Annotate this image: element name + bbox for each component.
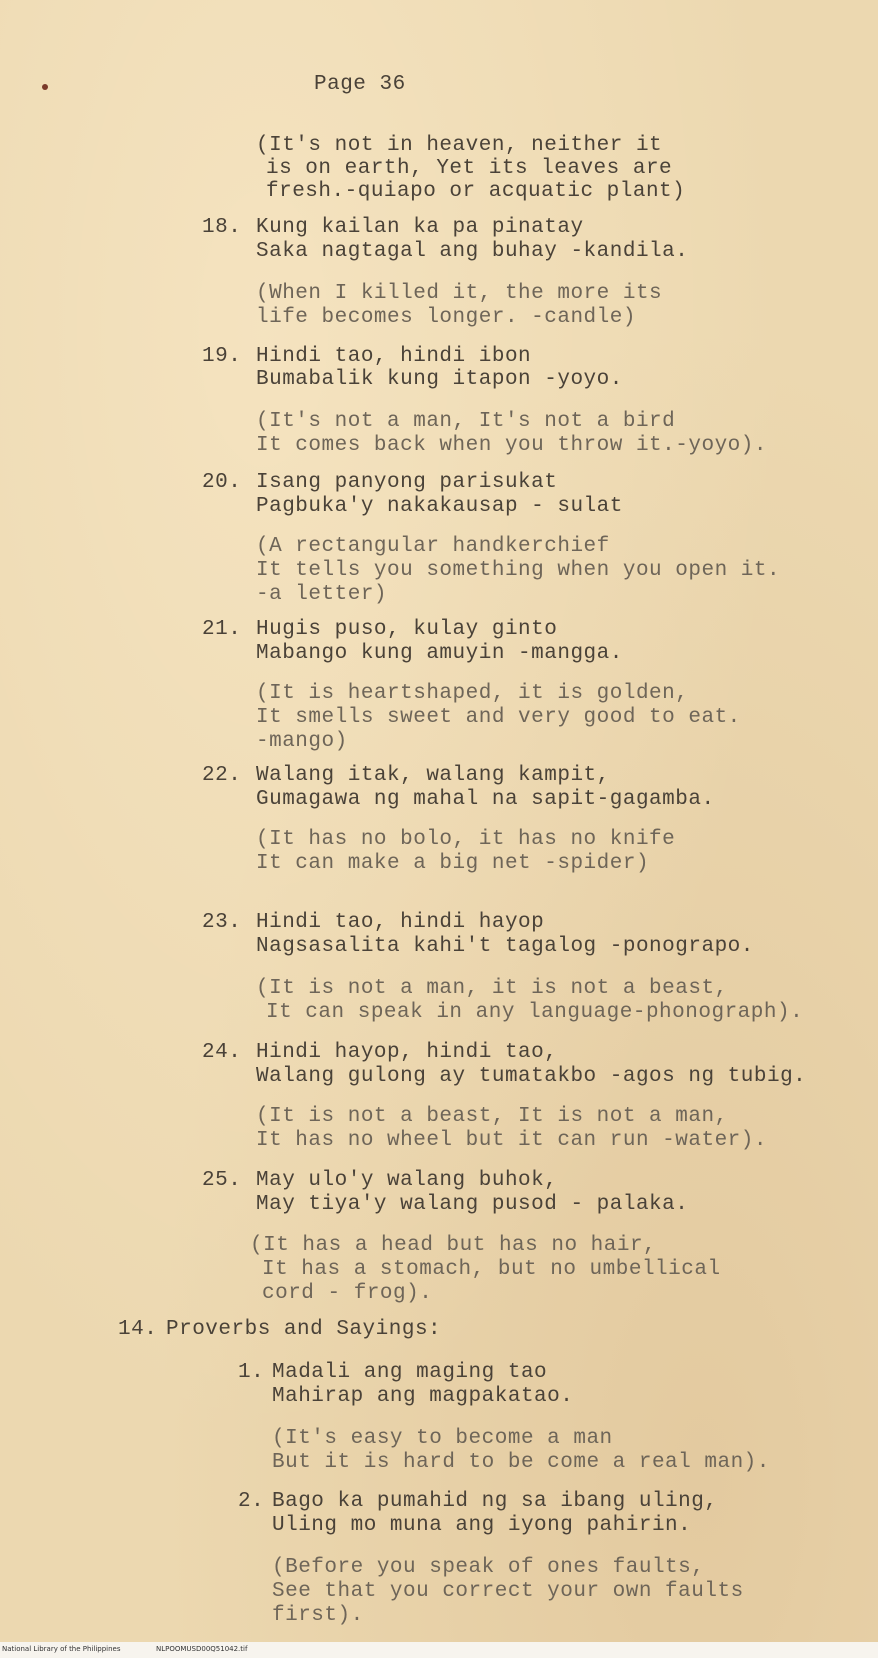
proverb-english: See that you correct your own faults — [272, 1580, 744, 1603]
riddle-english: (It is heartshaped, it is golden, — [256, 682, 689, 705]
riddle-tagalog: Hugis puso, kulay ginto — [256, 618, 558, 641]
riddle-tagalog: Mabango kung amuyin -mangga. — [256, 642, 623, 665]
riddle-tagalog: Walang gulong ay tumatakbo -agos ng tubig. — [256, 1065, 807, 1088]
riddle-number: 23. — [202, 911, 242, 934]
riddle-english: It has a stomach, but no umbellical — [262, 1258, 721, 1281]
footer-filename: NLPOOMUSD00Q51042.tif — [156, 1645, 248, 1653]
proverb-english: (Before you speak of ones faults, — [272, 1556, 705, 1579]
riddle-english: It can speak in any language-phonograph). — [266, 1001, 804, 1024]
riddle-english: -a letter) — [256, 583, 388, 606]
riddle-english: It smells sweet and very good to eat. — [256, 706, 741, 729]
riddle-tagalog: Kung kailan ka pa pinatay — [256, 216, 584, 239]
riddle-english: (It is not a beast, It is not a man, — [256, 1105, 728, 1128]
riddle-number: 21. — [202, 618, 242, 641]
proverb-english: But it is hard to be come a real man). — [272, 1451, 770, 1474]
page-header: Page 36 — [314, 73, 406, 96]
riddle-english: (It is not a man, it is not a beast, — [256, 977, 728, 1000]
riddle-english: It comes back when you throw it.-yoyo). — [256, 434, 767, 457]
riddle-tagalog: Walang itak, walang kampit, — [256, 764, 610, 787]
riddle-english: (It has a head but has no hair, — [250, 1234, 657, 1257]
proverb-tagalog: Uling mo muna ang iyong pahirin. — [272, 1514, 692, 1537]
riddle-tagalog: Pagbuka'y nakakausap - sulat — [256, 495, 623, 518]
text-line: fresh.-quiapo or acquatic plant) — [266, 180, 686, 203]
riddle-english: (When I killed it, the more its — [256, 282, 663, 305]
proverb-english: first). — [272, 1604, 364, 1627]
riddle-tagalog: Hindi hayop, hindi tao, — [256, 1041, 558, 1064]
proverb-number: 2. — [238, 1490, 265, 1513]
footer-library: National Library of the Philippines — [2, 1645, 121, 1653]
ink-dot — [42, 84, 48, 90]
riddle-english: It has no wheel but it can run -water). — [256, 1129, 767, 1152]
riddle-tagalog: Isang panyong parisukat — [256, 471, 558, 494]
riddle-english: (It's not a man, It's not a bird — [256, 410, 676, 433]
scan-footer — [0, 1642, 878, 1658]
riddle-english: life becomes longer. -candle) — [256, 306, 636, 329]
riddle-number: 19. — [202, 345, 242, 368]
riddle-tagalog: Hindi tao, hindi ibon — [256, 345, 532, 368]
riddle-tagalog: May ulo'y walang buhok, — [256, 1169, 558, 1192]
proverb-english: (It's easy to become a man — [272, 1427, 613, 1450]
section-title: Proverbs and Sayings: — [166, 1318, 442, 1341]
riddle-number: 25. — [202, 1169, 242, 1192]
riddle-tagalog: May tiya'y walang pusod - palaka. — [256, 1193, 689, 1216]
riddle-tagalog: Saka nagtagal ang buhay -kandila. — [256, 240, 689, 263]
riddle-number: 22. — [202, 764, 242, 787]
riddle-tagalog: Bumabalik kung itapon -yoyo. — [256, 368, 623, 391]
riddle-english: cord - frog). — [262, 1282, 433, 1305]
riddle-english: (It has no bolo, it has no knife — [256, 828, 676, 851]
proverb-tagalog: Madali ang maging tao — [272, 1361, 548, 1384]
riddle-english: (A rectangular handkerchief — [256, 535, 610, 558]
proverb-tagalog: Mahirap ang magpakatao. — [272, 1385, 574, 1408]
riddle-tagalog: Hindi tao, hindi hayop — [256, 911, 545, 934]
riddle-number: 24. — [202, 1041, 242, 1064]
riddle-number: 18. — [202, 216, 242, 239]
riddle-english: It can make a big net -spider) — [256, 852, 650, 875]
riddle-number: 20. — [202, 471, 242, 494]
proverb-tagalog: Bago ka pumahid ng sa ibang uling, — [272, 1490, 718, 1513]
proverb-number: 1. — [238, 1361, 265, 1384]
text-line: is on earth, Yet its leaves are — [266, 157, 673, 180]
section-number: 14. — [118, 1318, 158, 1341]
riddle-tagalog: Nagsasalita kahi't tagalog -ponograpo. — [256, 935, 754, 958]
riddle-english: -mango) — [256, 730, 348, 753]
riddle-english: It tells you something when you open it. — [256, 559, 781, 582]
riddle-tagalog: Gumagawa ng mahal na sapit-gagamba. — [256, 788, 715, 811]
text-line: (It's not in heaven, neither it — [256, 134, 663, 157]
